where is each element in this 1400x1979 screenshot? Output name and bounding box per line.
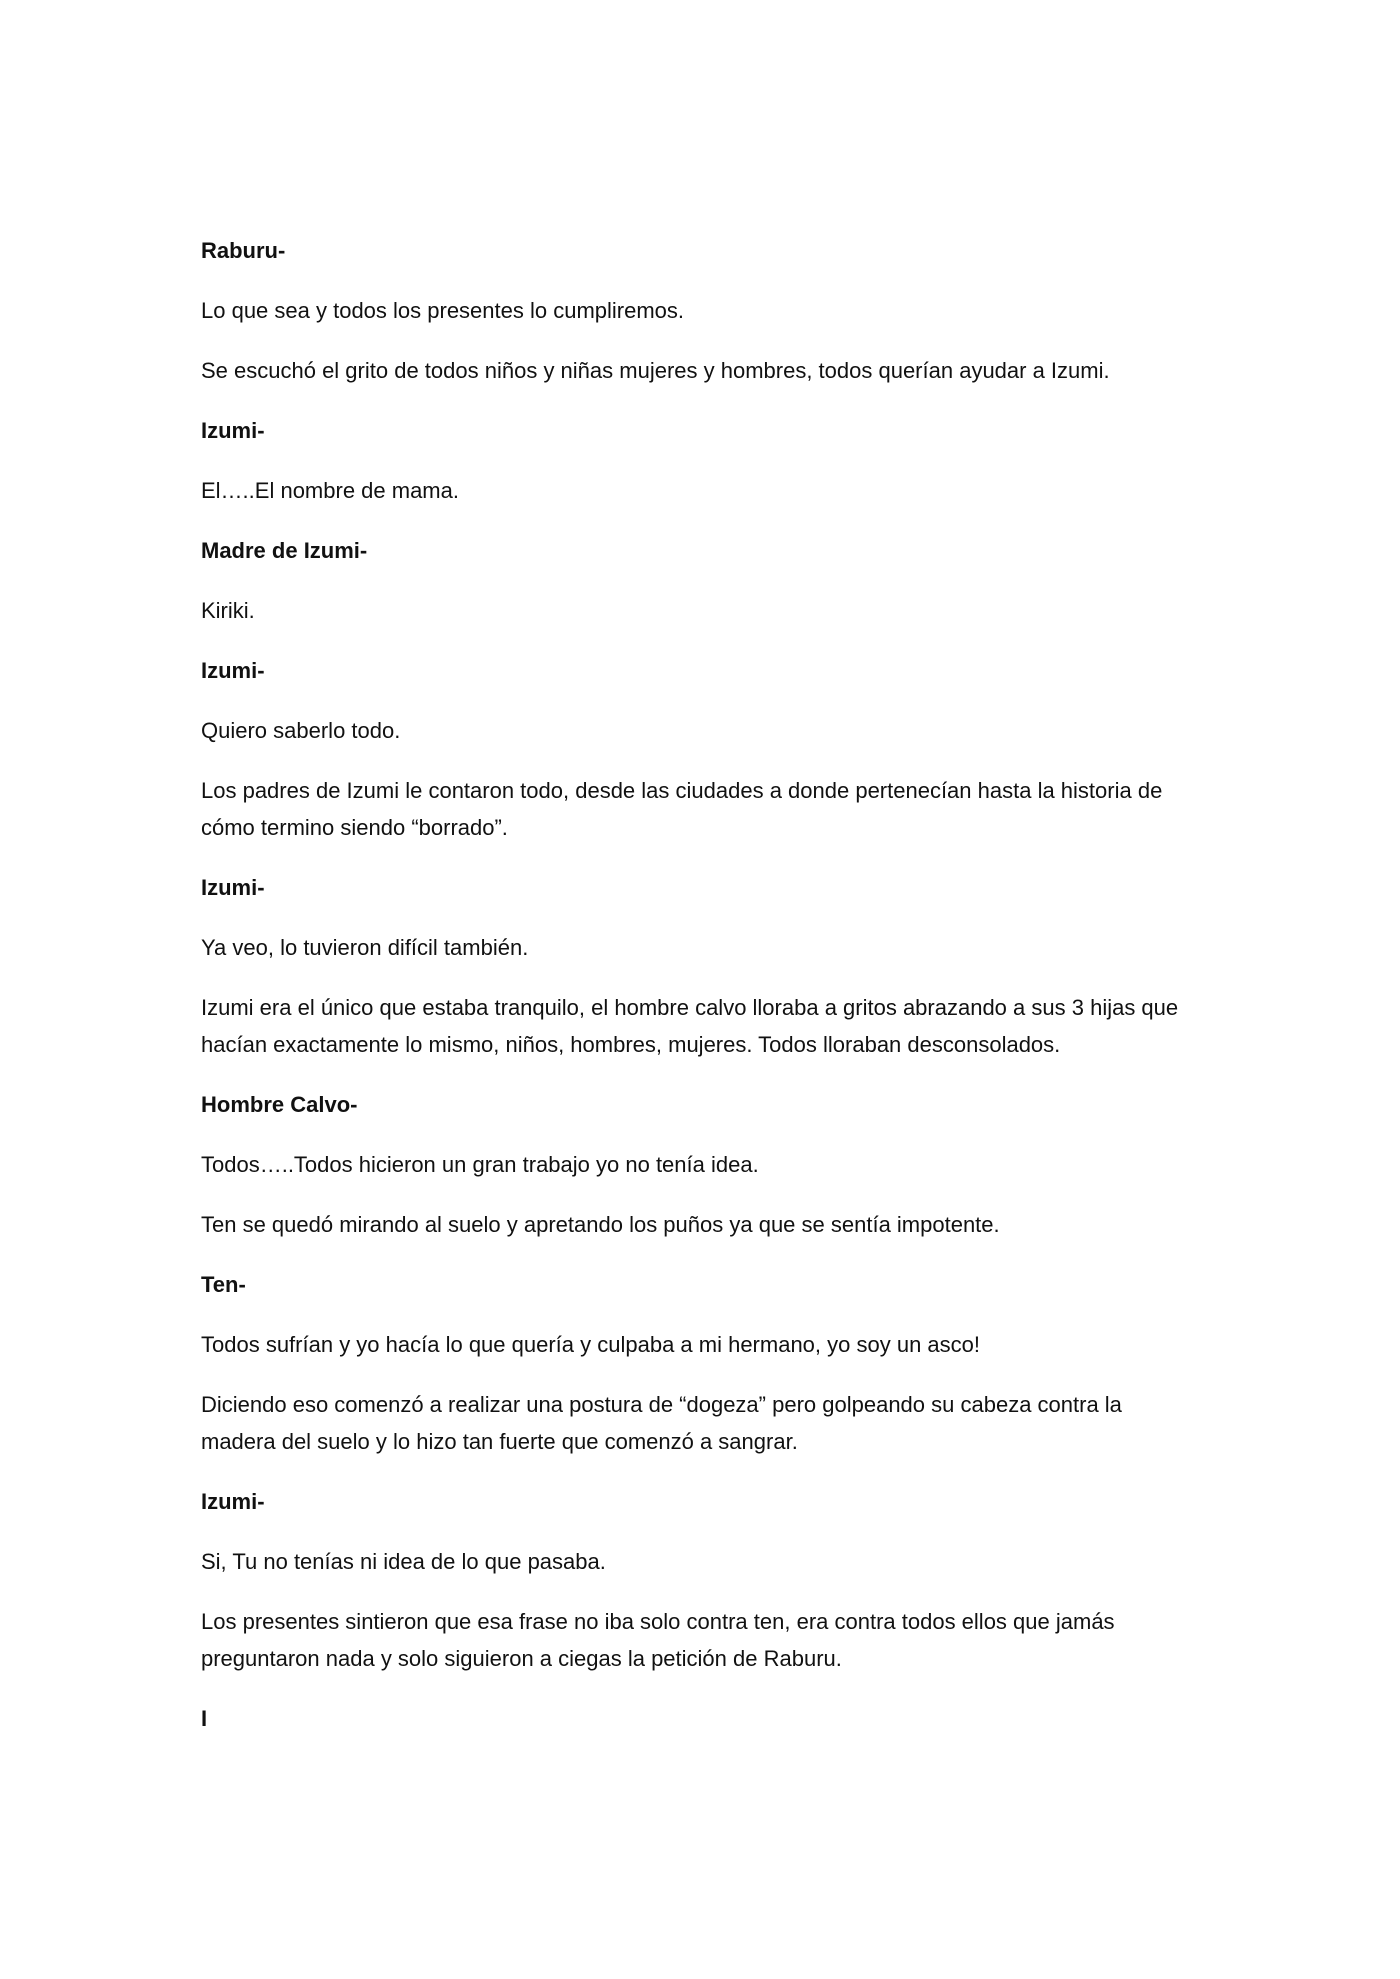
dialogue-text: Todos…..Todos hicieron un gran trabajo yo no tenía idea. <box>201 1152 759 1177</box>
dialogue-text: Si, Tu no tenías ni idea de lo que pasaba. <box>201 1549 606 1574</box>
dialogue-text: Ya veo, lo tuvieron difícil también. <box>201 935 529 960</box>
speaker-name: Izumi- <box>201 1489 265 1514</box>
speaker-name: Madre de Izumi- <box>201 538 368 563</box>
speaker-name: Hombre Calvo- <box>201 1092 358 1117</box>
narration-text: Los padres de Izumi le contaron todo, desde las ciudades a donde pertenecían hasta la historia de cómo termino siendo “borrado”. <box>201 778 1163 840</box>
narration-text: Se escuchó el grito de todos niños y niñas mujeres y hombres, todos querían ayudar a Izumi. <box>201 358 1110 383</box>
narration-text: Los presentes sintieron que esa frase no iba solo contra ten, era contra todos ellos que jamás preguntaron nada y solo siguieron a ciegas la petición de Raburu. <box>201 1609 1115 1671</box>
document-page <box>201 232 1201 1760</box>
narration-text: Ten se quedó mirando al suelo y apretando los puños ya que se sentía impotente. <box>201 1212 1000 1237</box>
dialogue-text: Todos sufrían y yo hacía lo que quería y culpaba a mi hermano, yo soy un asco! <box>201 1332 981 1357</box>
speaker-name: Ten- <box>201 1272 246 1297</box>
dialogue-text: Lo que sea y todos los presentes lo cumpliremos. <box>201 298 685 323</box>
dialogue-text: Kiriki. <box>201 598 255 623</box>
speaker-name: Raburu- <box>201 238 286 263</box>
narration-text: Diciendo eso comenzó a realizar una postura de “dogeza” pero golpeando su cabeza contra la madera del suelo y lo hizo tan fuerte que comenzó a sangrar. <box>201 1392 1122 1454</box>
speaker-name: I <box>201 1706 208 1731</box>
speaker-name: Izumi- <box>201 875 265 900</box>
speaker-name: Izumi- <box>201 418 265 443</box>
dialogue-text: Quiero saberlo todo. <box>201 718 401 743</box>
narration-text: Izumi era el único que estaba tranquilo, el hombre calvo lloraba a gritos abrazando a sus 3 hijas que hacían exactamente lo mismo, niños, hombres, mujeres. Todos lloraban desconsolados. <box>201 995 1179 1057</box>
speaker-name: Izumi- <box>201 658 265 683</box>
dialogue-text: El…..El nombre de mama. <box>201 478 459 503</box>
